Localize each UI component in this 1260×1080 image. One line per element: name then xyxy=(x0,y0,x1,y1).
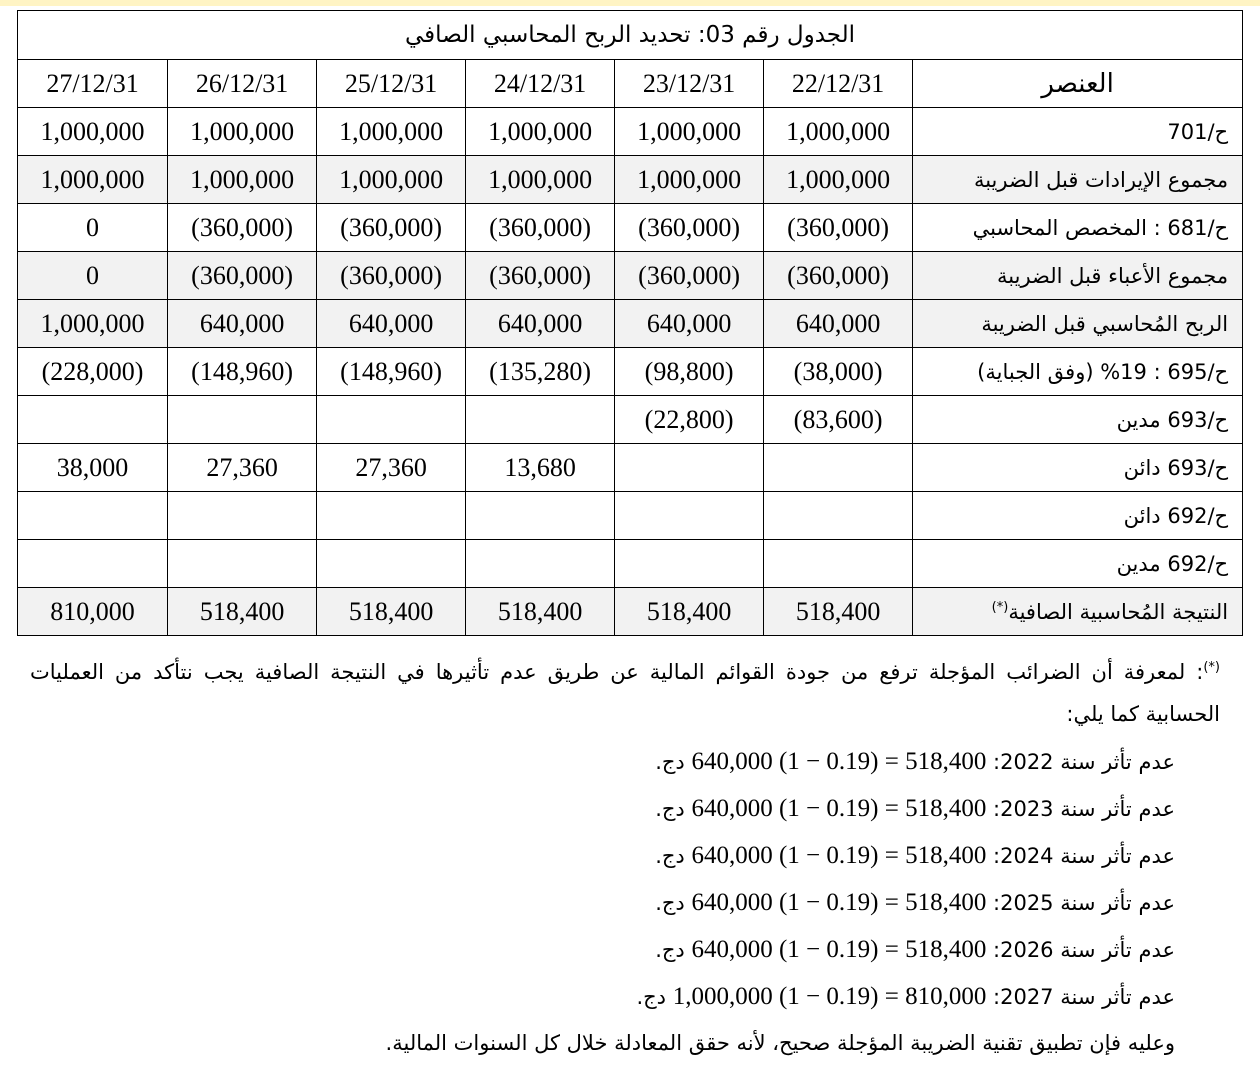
value-cell xyxy=(764,444,913,492)
row-label: ح/692 مدين xyxy=(913,540,1243,588)
row-label: ح/693 دائن xyxy=(913,444,1243,492)
value-cell xyxy=(168,540,317,588)
value-cell: 38,000 xyxy=(18,444,168,492)
row-label: مجموع الأعباء قبل الضريبة xyxy=(913,252,1243,300)
check-formula: 640,000 (1 − 0.19) = 518,400 xyxy=(691,842,987,869)
value-cell: (360,000) xyxy=(615,252,764,300)
value-cell xyxy=(317,492,466,540)
value-cell: 1,000,000 xyxy=(466,108,615,156)
value-cell: (360,000) xyxy=(466,252,615,300)
value-cell: 518,400 xyxy=(764,588,913,636)
value-cell xyxy=(168,396,317,444)
header-year: 27/12/31 xyxy=(18,60,168,108)
value-cell: 0 xyxy=(18,252,168,300)
value-cell: (148,960) xyxy=(317,348,466,396)
value-cell: 640,000 xyxy=(317,300,466,348)
value-cell xyxy=(615,444,764,492)
header-year: 26/12/31 xyxy=(168,60,317,108)
table-title-row xyxy=(18,11,1243,60)
table-row xyxy=(18,444,1243,492)
value-cell: 1,000,000 xyxy=(764,156,913,204)
note-intro-line xyxy=(30,644,1220,691)
check-prefix: عدم تأثر سنة 2024: xyxy=(993,844,1175,868)
header-year: 23/12/31 xyxy=(615,60,764,108)
value-cell: (360,000) xyxy=(466,204,615,252)
value-cell: 810,000 xyxy=(18,588,168,636)
row-footnote-mark: (*) xyxy=(991,599,1009,615)
check-suffix: دج. xyxy=(655,938,685,962)
row-label: ح/701 xyxy=(913,108,1243,156)
header-year: 25/12/31 xyxy=(317,60,466,108)
row-label: مجموع الإيرادات قبل الضريبة xyxy=(913,156,1243,204)
value-cell: 518,400 xyxy=(317,588,466,636)
value-cell xyxy=(764,492,913,540)
check-suffix: دج. xyxy=(655,891,685,915)
value-cell xyxy=(615,492,764,540)
notes-section xyxy=(30,644,1220,1067)
value-cell: 1,000,000 xyxy=(18,156,168,204)
value-cell: (360,000) xyxy=(317,204,466,252)
note-intro-continued: الحسابية كما يلي: xyxy=(1066,702,1220,726)
value-cell: 640,000 xyxy=(466,300,615,348)
top-highlight-strip xyxy=(0,0,1260,6)
footnote-mark: (*) xyxy=(1203,660,1220,675)
check-suffix: دج. xyxy=(655,750,685,774)
value-cell: (360,000) xyxy=(168,204,317,252)
value-cell xyxy=(615,540,764,588)
check-formula: 1,000,000 (1 − 0.19) = 810,000 xyxy=(672,983,987,1010)
table-row xyxy=(18,540,1243,588)
value-cell: (135,280) xyxy=(466,348,615,396)
year-checks xyxy=(30,738,1220,1020)
header-item: العنصر xyxy=(913,60,1243,108)
value-cell xyxy=(18,396,168,444)
value-cell xyxy=(466,396,615,444)
table-row xyxy=(18,300,1243,348)
value-cell: 13,680 xyxy=(466,444,615,492)
value-cell: 0 xyxy=(18,204,168,252)
value-cell: 518,400 xyxy=(615,588,764,636)
value-cell xyxy=(168,492,317,540)
value-cell: (22,800) xyxy=(615,396,764,444)
check-prefix: عدم تأثر سنة 2022: xyxy=(993,750,1175,774)
value-cell: 640,000 xyxy=(168,300,317,348)
row-label: النتيجة المُحاسبية الصافية(*) xyxy=(913,588,1243,636)
year-check-line xyxy=(30,738,1220,785)
table-row xyxy=(18,396,1243,444)
header-year: 24/12/31 xyxy=(466,60,615,108)
check-prefix: عدم تأثر سنة 2025: xyxy=(993,891,1175,915)
value-cell xyxy=(317,396,466,444)
value-cell: (83,600) xyxy=(764,396,913,444)
value-cell xyxy=(18,540,168,588)
row-label: ح/692 دائن xyxy=(913,492,1243,540)
year-check-line xyxy=(30,785,1220,832)
value-cell: 518,400 xyxy=(168,588,317,636)
check-formula: 640,000 (1 − 0.19) = 518,400 xyxy=(691,889,987,916)
header-year: 22/12/31 xyxy=(764,60,913,108)
year-check-line xyxy=(30,879,1220,926)
value-cell: 1,000,000 xyxy=(764,108,913,156)
check-suffix: دج. xyxy=(655,844,685,868)
check-formula: 640,000 (1 − 0.19) = 518,400 xyxy=(691,936,987,963)
table-row xyxy=(18,348,1243,396)
value-cell: 27,360 xyxy=(168,444,317,492)
value-cell xyxy=(764,540,913,588)
check-prefix: عدم تأثر سنة 2026: xyxy=(993,938,1175,962)
value-cell: 640,000 xyxy=(764,300,913,348)
value-cell: (360,000) xyxy=(764,252,913,300)
year-check-line xyxy=(30,926,1220,973)
value-cell: 1,000,000 xyxy=(615,156,764,204)
table-row xyxy=(18,156,1243,204)
year-check-line xyxy=(30,832,1220,879)
note-conclusion: وعليه فإن تطبيق تقنية الضريبة المؤجلة صحيح، لأنه حقق المعادلة خلال كل السنوات المالية. xyxy=(385,1031,1175,1055)
value-cell xyxy=(466,540,615,588)
table-row xyxy=(18,252,1243,300)
value-cell: (360,000) xyxy=(615,204,764,252)
check-prefix: عدم تأثر سنة 2027: xyxy=(993,985,1175,1009)
table-header-row xyxy=(18,60,1243,108)
value-cell xyxy=(18,492,168,540)
table-row xyxy=(18,588,1243,636)
year-check-line xyxy=(30,973,1220,1020)
value-cell: 1,000,000 xyxy=(466,156,615,204)
value-cell: 1,000,000 xyxy=(317,156,466,204)
row-label: الربح المُحاسبي قبل الضريبة xyxy=(913,300,1243,348)
value-cell: 1,000,000 xyxy=(615,108,764,156)
row-label: ح/693 مدين xyxy=(913,396,1243,444)
value-cell: (228,000) xyxy=(18,348,168,396)
table-row xyxy=(18,492,1243,540)
check-formula: 640,000 (1 − 0.19) = 518,400 xyxy=(691,795,987,822)
table-body xyxy=(18,108,1243,636)
table-title: الجدول رقم 03: تحديد الربح المحاسبي الصافي xyxy=(18,11,1243,60)
check-suffix: دج. xyxy=(636,985,667,1009)
note-intro-text: : لمعرفة أن الضرائب المؤجلة ترفع من جودة القوائم المالية عن طريق عدم تأثيرها في النتيجة الصافية يجب نتأكد من العمليات xyxy=(30,660,1204,684)
profit-table xyxy=(17,10,1243,636)
value-cell: (360,000) xyxy=(317,252,466,300)
table-row xyxy=(18,108,1243,156)
check-formula: 640,000 (1 − 0.19) = 518,400 xyxy=(691,748,987,775)
value-cell: 1,000,000 xyxy=(18,300,168,348)
value-cell: 27,360 xyxy=(317,444,466,492)
value-cell: (98,800) xyxy=(615,348,764,396)
value-cell: 640,000 xyxy=(615,300,764,348)
row-label: ح/695 : 19% (وفق الجباية) xyxy=(913,348,1243,396)
value-cell: 1,000,000 xyxy=(18,108,168,156)
value-cell: 1,000,000 xyxy=(168,108,317,156)
value-cell: 1,000,000 xyxy=(317,108,466,156)
value-cell: (360,000) xyxy=(764,204,913,252)
check-prefix: عدم تأثر سنة 2023: xyxy=(993,797,1175,821)
table-row xyxy=(18,204,1243,252)
value-cell: 1,000,000 xyxy=(168,156,317,204)
value-cell xyxy=(317,540,466,588)
value-cell: 518,400 xyxy=(466,588,615,636)
value-cell: (38,000) xyxy=(764,348,913,396)
check-suffix: دج. xyxy=(655,797,685,821)
value-cell: (148,960) xyxy=(168,348,317,396)
value-cell: (360,000) xyxy=(168,252,317,300)
value-cell xyxy=(466,492,615,540)
row-label: ح/681 : المخصص المحاسبي xyxy=(913,204,1243,252)
